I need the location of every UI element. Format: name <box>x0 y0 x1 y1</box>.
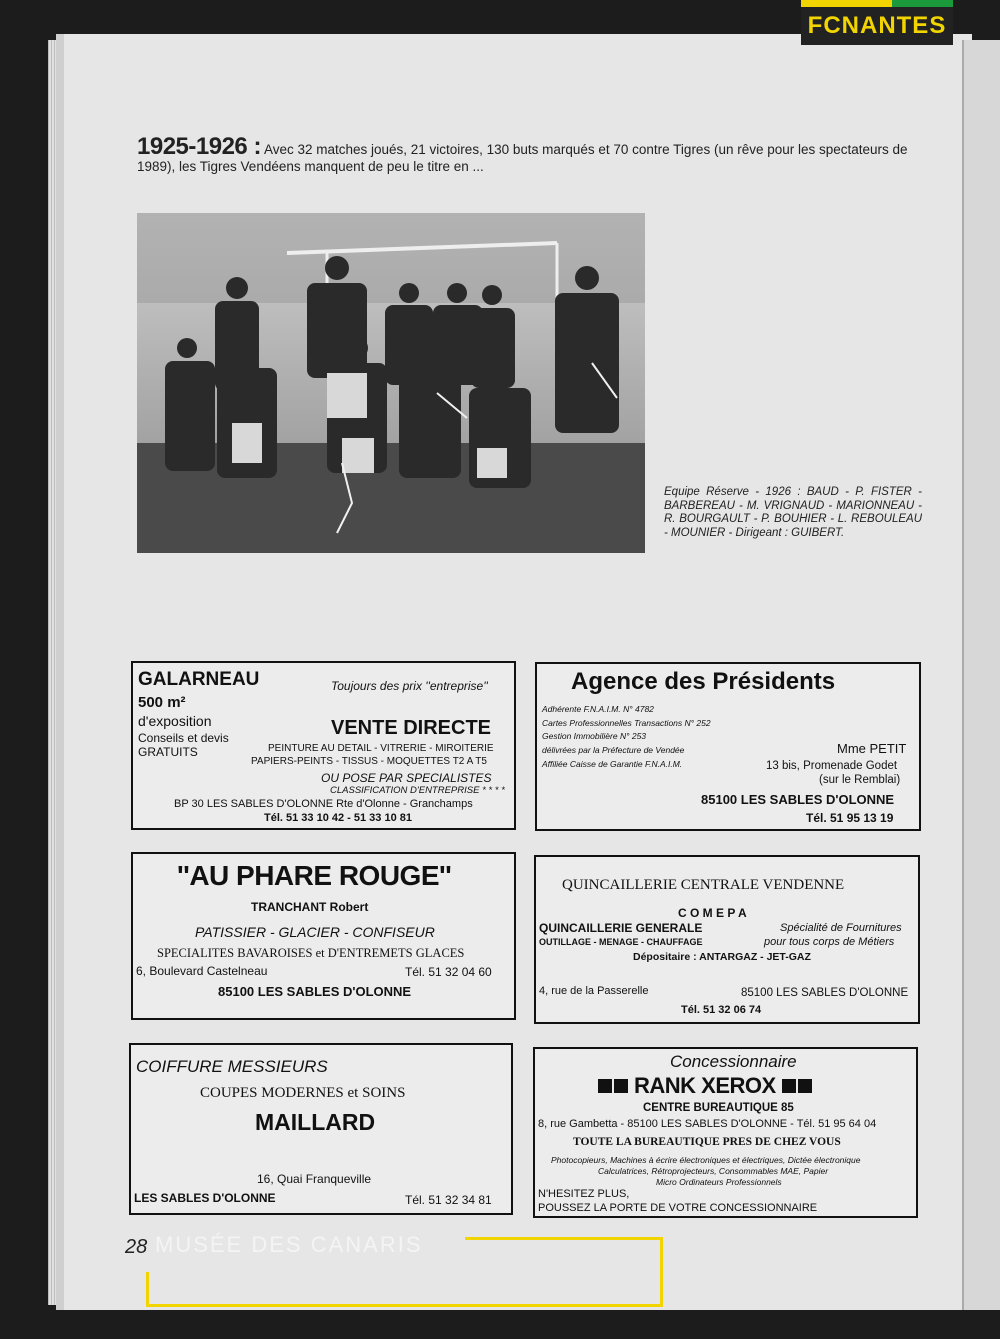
xerox-address: 8, rue Gambetta - 85100 LES SABLES D'OLONNE - Tél. 51 95 64 04 <box>538 1118 877 1130</box>
agence-name: Agence des Présidents <box>571 668 836 695</box>
ad-coiffure-maillard <box>129 1043 513 1215</box>
quinc-brand: C O M E P A <box>678 906 747 920</box>
facing-page-edge <box>962 40 1000 1310</box>
galarneau-conseils: Conseils et devis <box>138 731 229 745</box>
intro-paragraph <box>137 133 927 175</box>
quinc-city: 85100 LES SABLES D'OLONNE <box>741 987 909 999</box>
xerox-cta2: POUSSEZ LA PORTE DE VOTRE CONCESSIONNAIRE <box>538 1202 818 1214</box>
phare-tel: Tél. 51 32 04 60 <box>405 965 492 979</box>
phare-specialites: SPECIALITES BAVAROISES et D'ENTREMETS GLACES <box>157 946 465 960</box>
xerox-logo-icon-left-2 <box>614 1079 628 1093</box>
quinc-depositaire: Dépositaire : ANTARGAZ - JET-GAZ <box>633 951 811 963</box>
agence-line5: Affiliée Caisse de Garantie F.N.A.I.M. <box>542 759 683 769</box>
season-title: 1925-1926 : <box>137 133 261 160</box>
phare-owner: TRANCHANT Robert <box>251 900 369 914</box>
team-photo <box>137 213 645 553</box>
quinc-title: QUINCAILLERIE CENTRALE VENDENNE <box>562 877 845 893</box>
agence-address2: (sur le Remblai) <box>819 774 901 786</box>
frame-line-top <box>465 1237 663 1240</box>
quinc-spec1: Spécialité de Fournitures <box>780 922 902 934</box>
galarneau-pose: OU POSE PAR SPECIALISTES <box>321 771 492 785</box>
ad-rank-xerox <box>533 1047 918 1218</box>
agence-contact: Mme PETIT <box>837 741 907 756</box>
ad-quincaillerie <box>534 855 920 1024</box>
page-number: 28 <box>125 1236 148 1258</box>
galarneau-area: 500 m² <box>138 694 186 711</box>
coiffure-address: 16, Quai Franqueville <box>257 1172 372 1186</box>
coiffure-coupes: COUPES MODERNES et SOINS <box>200 1085 406 1101</box>
quinc-general: QUINCAILLERIE GENERALE <box>539 921 703 935</box>
galarneau-gratuits: GRATUITS <box>138 745 198 759</box>
phare-city: 85100 LES SABLES D'OLONNE <box>218 984 412 999</box>
xerox-logo-icon-right-2 <box>798 1079 812 1093</box>
galarneau-address: BP 30 LES SABLES D'OLONNE Rte d'Olonne - Granchamps <box>174 798 473 810</box>
xerox-title <box>598 1073 812 1099</box>
phare-name: ''AU PHARE ROUGE'' <box>177 860 452 891</box>
agence-line2: Cartes Professionnelles Transactions N° 252 <box>542 718 711 728</box>
galarneau-expo: d'exposition <box>138 713 212 729</box>
phare-address: 6, Boulevard Castelneau <box>136 964 268 978</box>
xerox-products-3: Micro Ordinateurs Professionnels <box>656 1177 782 1187</box>
phare-trades: PATISSIER - GLACIER - CONFISEUR <box>195 924 435 940</box>
logo-color-bar <box>801 0 953 7</box>
agence-line4: délivrées par la Préfecture de Vendée <box>542 745 685 755</box>
galarneau-tel: Tél. 51 33 10 42 - 51 33 10 81 <box>264 812 413 824</box>
footer-brand: MUSÉE DES CANARIS <box>155 1232 423 1257</box>
agence-tel: Tél. 51 95 13 19 <box>806 811 894 825</box>
galarneau-line2: PAPIERS-PEINTS - TISSUS - MOQUETTES T2 A T5 <box>251 756 487 767</box>
galarneau-name: GALARNEAU <box>138 669 260 690</box>
xerox-logo-icon-right <box>782 1079 796 1093</box>
agence-address1: 13 bis, Promenade Godet <box>766 760 898 772</box>
quinc-spec2: pour tous corps de Métiers <box>764 936 895 948</box>
team-photo-image <box>137 213 645 553</box>
frame-line-bottom <box>146 1304 663 1307</box>
fcnantes-logo: FCNANTES <box>801 7 953 45</box>
frame-line-right <box>660 1237 663 1307</box>
xerox-cta1: N'HESITEZ PLUS, <box>538 1188 630 1200</box>
coiffure-city: LES SABLES D'OLONNE <box>134 1191 276 1205</box>
agence-city: 85100 LES SABLES D'OLONNE <box>701 792 895 807</box>
coiffure-tel: Tél. 51 32 34 81 <box>405 1193 492 1207</box>
coiffure-title: COIFFURE MESSIEURS <box>136 1057 328 1076</box>
galarneau-classif: CLASSIFICATION D'ENTREPRISE * * * * <box>330 785 505 796</box>
frame-line-left <box>146 1272 149 1307</box>
quinc-address: 4, rue de la Passerelle <box>539 985 649 997</box>
quinc-items: OUTILLAGE - MENAGE - CHAUFFAGE <box>539 937 703 947</box>
galarneau-vente: VENTE DIRECTE <box>331 717 492 739</box>
xerox-products-1: Photocopieurs, Machines à écrire électroniques et électriques, Dictée électronique <box>551 1155 861 1165</box>
xerox-concession: Concessionnaire <box>670 1052 797 1071</box>
photo-caption: Equipe Réserve - 1926 : BAUD - P. FISTER - BARBEREAU - M. VRIGNAUD - MARIONNEAU - R. BOURGAULT - P. BOUHIER - L. REBOULEAU - MOUNIER - Dirigeant : GUIBERT. <box>664 486 922 539</box>
galarneau-line1: PEINTURE AU DETAIL - VITRERIE - MIROITERIE <box>268 743 494 754</box>
ad-agence-presidents <box>535 662 921 831</box>
xerox-name: RANK XEROX <box>634 1073 776 1098</box>
xerox-logo-icon-left <box>598 1079 612 1093</box>
xerox-centre: CENTRE BUREAUTIQUE 85 <box>643 1102 794 1114</box>
xerox-slogan: TOUTE LA BUREAUTIQUE PRES DE CHEZ VOUS <box>573 1136 841 1148</box>
intro-text: Avec 32 matches joués, 21 victoires, 130 buts marqués et 70 contre Tigres (un rêve pour les spectateurs de 1989), les Tigres Vendéens manquent de peu le titre en ... <box>137 142 908 174</box>
galarneau-tagline: Toujours des prix ''entreprise'' <box>331 679 488 693</box>
ad-galarneau <box>131 661 516 830</box>
ad-phare-rouge <box>131 852 516 1020</box>
quinc-tel: Tél. 51 32 06 74 <box>681 1004 762 1016</box>
xerox-products-2: Calculatrices, Rétroprojecteurs, Consommables MAE, Papier <box>598 1166 829 1176</box>
agence-line1: Adhérente F.N.A.I.M. N° 4782 <box>542 704 654 714</box>
coiffure-name: MAILLARD <box>255 1109 376 1135</box>
agence-line3: Gestion Immobilière N° 253 <box>542 731 647 741</box>
